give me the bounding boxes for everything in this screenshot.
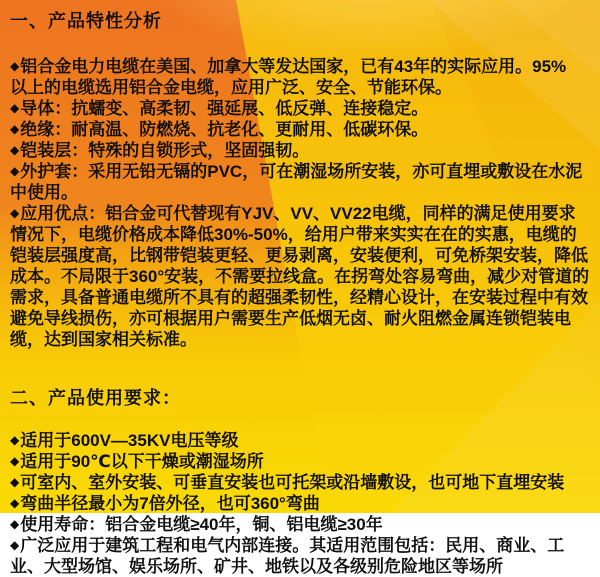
bullet-text: 外护套：采用无铅无镉的PVC，可在潮湿场所安装，亦可直埋或敷设在水泥中使用。	[10, 162, 583, 202]
bullet-text: 适用于600V—35KV电压等级	[20, 431, 239, 450]
bullet-item	[10, 472, 590, 493]
bullet-text: 可室内、室外安装、可垂直安装也可托架或沿墙敷设，也可地下直埋安装	[20, 473, 565, 492]
diamond-bullet-icon: ◆	[10, 496, 20, 510]
bullet-text: 适用于90℃以下干燥或潮湿场所	[20, 452, 264, 471]
diamond-bullet-icon: ◆	[10, 101, 20, 115]
bullet-item	[10, 56, 590, 98]
diamond-bullet-icon: ◆	[10, 206, 20, 220]
bullet-text: 导体：抗蠕变、高柔韧、强延展、低反弹、连接稳定。	[20, 99, 429, 118]
bullet-item	[10, 119, 590, 140]
bullet-item	[10, 493, 590, 514]
diamond-bullet-icon: ◆	[10, 122, 20, 136]
bullet-text: 应用优点：铝合金可代替现有YJV、VV、VV22电缆，同样的满足使用要求情况下，电缆价格成本降低30%-50%，给用户带来实实在在的实惠，电缆的铠装层强度高，比钢带铠装更轻、更易剥离，安装便利，可免桥架安装，降低成本。不局限于360°安装，不需要拉线盒。在拐弯处容易弯曲，减少对管道的需求，具备普通电缆所不具有的超强柔韧性，经精心设计，在安装过程中有效避免导线损伤，亦可根据用户需要生产低烟无卤、耐火阻燃金属连锁铠装电缆，达到国家相关标准。	[10, 204, 590, 349]
bullet-item	[10, 98, 590, 119]
section2	[10, 387, 590, 577]
section1-bullet-list	[10, 56, 590, 350]
diamond-bullet-icon: ◆	[10, 454, 20, 468]
bullet-item	[10, 430, 590, 451]
bullet-text: 广泛应用于建筑工程和电气内部连接。其适用范围包括：民用、商业、工业、大型场馆、娱乐场所、矿井、地铁以及各级别危险地区等场所	[10, 536, 565, 576]
bullet-text: 使用寿命：铝合金电缆≥40年，铜、铝电缆≥30年	[20, 515, 383, 534]
diamond-bullet-icon: ◆	[10, 164, 20, 178]
section2-bullet-list	[10, 430, 590, 577]
bullet-item	[10, 514, 590, 535]
bullet-item	[10, 140, 590, 161]
bullet-item	[10, 161, 590, 203]
bullet-text: 弯曲半径最小为7倍外径，也可360°弯曲	[20, 494, 320, 513]
section1-heading: 一、产品特性分析	[10, 11, 162, 31]
bullet-text: 绝缘：耐高温、防燃烧、抗老化、更耐用、低碳环保。	[20, 120, 429, 139]
diamond-bullet-icon: ◆	[10, 475, 20, 489]
diamond-bullet-icon: ◆	[10, 143, 20, 157]
bullet-item	[10, 535, 590, 577]
diamond-bullet-icon: ◆	[10, 59, 20, 73]
bullet-item	[10, 203, 590, 350]
section2-heading: 二、产品使用要求：	[10, 388, 181, 408]
diamond-bullet-icon: ◆	[10, 538, 20, 552]
diamond-bullet-icon: ◆	[10, 517, 20, 531]
bullet-item	[10, 451, 590, 472]
diamond-bullet-icon: ◆	[10, 433, 20, 447]
bullet-text: 铠装层：特殊的自锁形式，坚固强韧。	[20, 141, 310, 160]
bullet-text: 铝合金电力电缆在美国、加拿大等发达国家，已有43年的实际应用。95% 以上的电缆选用铝合金电缆，应用广泛、安全、节能环保。	[10, 57, 584, 97]
